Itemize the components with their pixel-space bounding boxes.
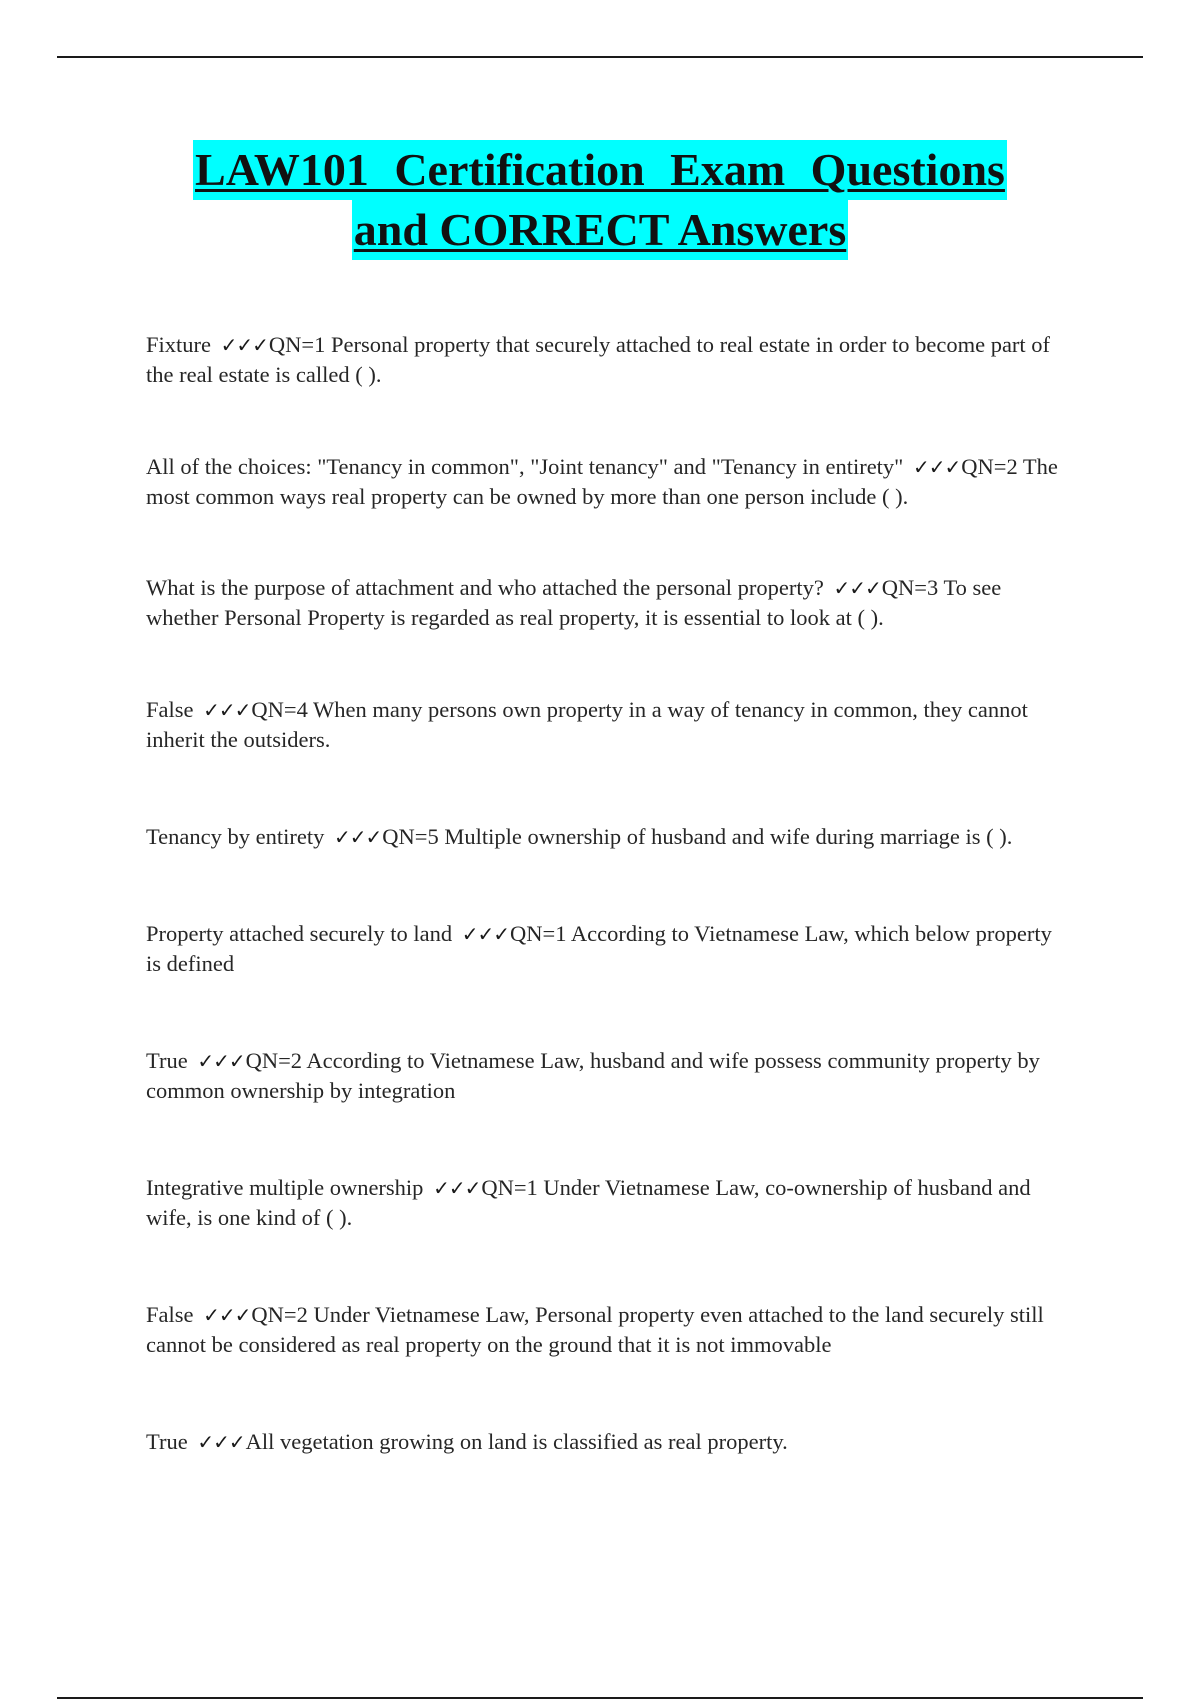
qa-item <box>146 695 1066 755</box>
checkmark-icon: ✓✓✓ <box>461 922 510 946</box>
title-line-1: LAW101 Certification Exam Questions <box>193 140 1007 200</box>
qa-item <box>146 1427 1066 1457</box>
answer-text: Fixture <box>146 332 211 357</box>
answer-text: Tenancy by entirety <box>146 824 325 849</box>
qa-list <box>146 330 1066 1457</box>
answer-text: Property attached securely to land <box>146 921 453 946</box>
question-text: QN=1 According to Vietnamese Law, which below property is defined <box>146 921 1052 976</box>
question-text: QN=1 Under Vietnamese Law, co-ownership of husband and wife, is one kind of ( ). <box>146 1175 1031 1230</box>
bottom-rule <box>57 1697 1143 1699</box>
qa-item <box>146 1046 1066 1106</box>
qa-item <box>146 1173 1066 1233</box>
question-text: QN=2 Under Vietnamese Law, Personal property even attached to the land securely still cannot be considered as real property on the ground that it is not immovable <box>146 1302 1044 1357</box>
checkmark-icon: ✓✓✓ <box>203 698 251 722</box>
answer-text: Integrative multiple ownership <box>146 1175 424 1200</box>
qa-item <box>146 452 1066 512</box>
answer-text: False <box>146 697 194 722</box>
checkmark-icon: ✓✓✓ <box>203 1303 251 1327</box>
checkmark-icon: ✓✓✓ <box>433 1176 481 1200</box>
question-text: QN=2 The most common ways real property can be owned by more than one person include ( ). <box>146 454 1058 509</box>
checkmark-icon: ✓✓✓ <box>197 1049 245 1073</box>
top-rule <box>57 56 1143 58</box>
qa-item <box>146 330 1066 390</box>
question-text: QN=2 According to Vietnamese Law, husband and wife possess community property by common ownership by integration <box>146 1048 1040 1103</box>
qa-item <box>146 573 1066 633</box>
qa-item <box>146 822 1066 852</box>
document-title <box>0 140 1200 260</box>
answer-text: True <box>146 1048 188 1073</box>
question-text: QN=5 Multiple ownership of husband and wife during marriage is ( ). <box>382 824 1013 849</box>
qa-item <box>146 919 1066 979</box>
answer-text: All of the choices: "Tenancy in common", "Joint tenancy" and "Tenancy in entirety" <box>146 454 904 479</box>
title-line-2: and CORRECT Answers <box>352 200 848 260</box>
question-text: QN=1 Personal property that securely attached to real estate in order to become part of the real estate is called ( ). <box>146 332 1051 387</box>
qa-item <box>146 1300 1066 1360</box>
answer-text: What is the purpose of attachment and who attached the personal property? <box>146 575 824 600</box>
question-text: QN=4 When many persons own property in a way of tenancy in common, they cannot inherit the outsiders. <box>146 697 1028 752</box>
checkmark-icon: ✓✓✓ <box>333 825 382 849</box>
checkmark-icon: ✓✓✓ <box>833 576 881 600</box>
question-text: QN=3 To see whether Personal Property is regarded as real property, it is essential to look at ( ). <box>146 575 1002 630</box>
checkmark-icon: ✓✓✓ <box>197 1430 245 1454</box>
checkmark-icon: ✓✓✓ <box>220 333 268 357</box>
question-text: All vegetation growing on land is classified as real property. <box>245 1429 788 1454</box>
answer-text: True <box>146 1429 188 1454</box>
checkmark-icon: ✓✓✓ <box>913 455 961 479</box>
answer-text: False <box>146 1302 194 1327</box>
